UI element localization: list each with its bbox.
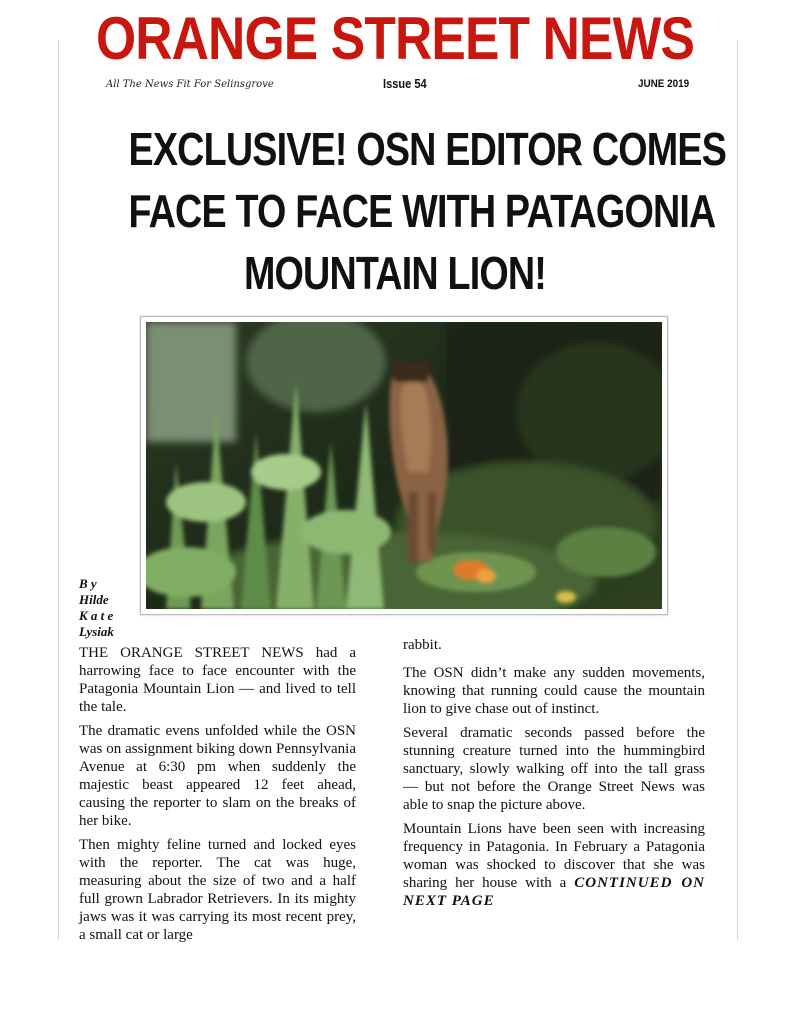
paragraph: The OSN didn’t make any sudden movements, knowing that running could cause the mountain lion to give chase out of instinct. [403, 665, 705, 717]
paragraph-text: Mountain Lions have been seen with increasing frequency in Patagonia. In February a Patagonia woman was shocked to discover that she was sharing her house with a [403, 821, 705, 891]
main-headline [70, 118, 727, 304]
byline [79, 576, 129, 640]
masthead-title: ORANGE STREET NEWS [95, 5, 695, 72]
byline-line: K a t e [79, 608, 114, 623]
paragraph: THE ORANGE STREET NEWS had a harrowing face to face encounter with the Patagonia Mountain Lion — and lived to tell the tale. [79, 645, 356, 715]
headline-line: EXCLUSIVE! OSN EDITOR COMES [128, 123, 727, 175]
left-margin-rule [58, 40, 59, 940]
issue-date: JUNE 2019 [638, 78, 690, 90]
right-margin-rule [737, 40, 738, 940]
byline-line: Hilde [79, 592, 109, 607]
paragraph: Several dramatic seconds passed before the stunning creature turned into the hummingbird sanctuary, slowly walking off into the tall grass — but not before the Orange Street News was able to snap the picture above. [403, 725, 705, 813]
paragraph [403, 820, 705, 910]
article-column-1 [79, 644, 356, 950]
byline-line: Lysiak [79, 624, 114, 639]
paragraph: The dramatic evens unfolded while the OSN was on assignment biking down Pennsylvania Avenue at 6:30 pm when suddenly the majestic beast appeared 12 feet ahead, causing the reporter to slam on the breaks of her bike. [79, 723, 356, 829]
headline-line: MOUNTAIN LION! [243, 247, 547, 299]
article-column-2 [403, 636, 705, 916]
masthead-tagline: All The News Fit For Selinsgrove [106, 79, 274, 90]
byline-line: B y [79, 576, 97, 591]
photo-frame [140, 316, 668, 615]
issue-number: Issue 54 [383, 76, 427, 91]
continued-link[interactable]: CONTINUED ON NEXT PAGE [403, 875, 705, 909]
paragraph: Then mighty feline turned and locked eyes with the reporter. The cat was huge, measuring about the size of two and a half full grown Labrador Retrievers. In its mighty jaws was it was carrying its most recent prey, a small cat or large [79, 837, 356, 943]
mountain-lion-photo [146, 322, 662, 609]
headline-line: FACE TO FACE WITH PATAGONIA [128, 185, 716, 237]
paragraph: rabbit. [403, 637, 442, 653]
